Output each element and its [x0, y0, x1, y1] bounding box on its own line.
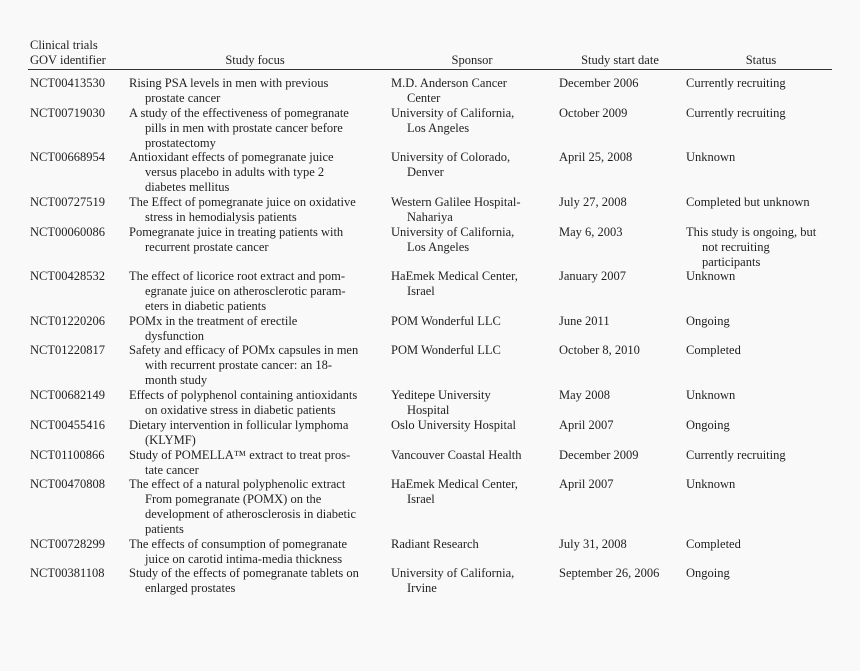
cell-line: Antioxidant effects of pomegranate juice	[129, 150, 334, 164]
cell-line: Currently recruiting	[686, 106, 786, 120]
cell-line: Denver	[407, 165, 444, 179]
study-focus	[129, 150, 381, 195]
sponsor	[391, 106, 553, 136]
start-date: May 2008	[559, 388, 611, 402]
cell-line: University of California,	[391, 225, 515, 239]
cell-line: The effects of consumption of pomegranate	[129, 537, 348, 551]
study-focus	[129, 106, 381, 151]
sponsor	[391, 269, 553, 299]
start-date: April 2007	[559, 477, 614, 491]
cell-line: Los Angeles	[407, 121, 470, 135]
status	[686, 566, 836, 581]
start-date: July 31, 2008	[559, 537, 627, 551]
study-focus	[129, 477, 381, 537]
start-date: January 2007	[559, 269, 626, 283]
cell-line: diabetes mellitus	[145, 180, 230, 194]
trial-identifier: NCT00470808	[30, 477, 105, 491]
study-focus	[129, 566, 381, 596]
trial-identifier: NCT00728299	[30, 537, 105, 551]
cell-line: prostate cancer	[145, 91, 221, 105]
cell-line: Israel	[407, 284, 435, 298]
start-date: October 8, 2010	[559, 343, 640, 357]
cell-line: The Effect of pomegranate juice on oxidative	[129, 195, 356, 209]
study-focus	[129, 314, 381, 344]
cell-line: The effect of a natural polyphenolic extract	[129, 477, 346, 491]
status	[686, 225, 836, 270]
cell-line: Pomegranate juice in treating patients with	[129, 225, 344, 239]
status	[686, 106, 836, 121]
status	[686, 76, 836, 91]
start-date: April 2007	[559, 418, 614, 432]
status	[686, 314, 836, 329]
status	[686, 537, 836, 552]
start-date: September 26, 2006	[559, 566, 660, 580]
start-date: June 2011	[559, 314, 610, 328]
cell-line: juice on carotid intima-media thickness	[145, 552, 343, 566]
header-study-focus: Study focus	[225, 53, 285, 67]
cell-line: dysfunction	[145, 329, 205, 343]
cell-line: Israel	[407, 492, 435, 506]
cell-line: Currently recruiting	[686, 448, 786, 462]
cell-line: Ongoing	[686, 566, 730, 580]
status	[686, 195, 836, 210]
trial-identifier: NCT00719030	[30, 106, 105, 120]
cell-line: Unknown	[686, 150, 736, 164]
trial-identifier: NCT01220817	[30, 343, 105, 357]
header-identifier	[30, 38, 106, 68]
cell-line: Completed	[686, 343, 741, 357]
cell-line: Unknown	[686, 477, 736, 491]
sponsor	[391, 537, 553, 552]
cell-line: Currently recruiting	[686, 76, 786, 90]
cell-line: with recurrent prostate cancer: an 18-	[145, 358, 333, 372]
cell-line: University of California,	[391, 106, 515, 120]
start-date: October 2009	[559, 106, 628, 120]
cell-line: POM Wonderful LLC	[391, 343, 501, 357]
study-focus	[129, 195, 381, 225]
cell-line: not recruiting	[702, 240, 770, 254]
cell-line: This study is ongoing, but	[686, 225, 817, 239]
sponsor	[391, 388, 553, 418]
header-status: Status	[745, 53, 777, 67]
cell-line: participants	[702, 255, 761, 269]
cell-line: Rising PSA levels in men with previous	[129, 76, 329, 90]
study-focus	[129, 225, 381, 255]
sponsor	[391, 195, 553, 225]
cell-line: Study of POMELLA™ extract to treat pros-	[129, 448, 351, 462]
header-rule	[28, 69, 832, 70]
study-focus	[129, 269, 381, 314]
trial-identifier: NCT01220206	[30, 314, 105, 328]
cell-line: Nahariya	[407, 210, 453, 224]
start-date: December 2009	[559, 448, 639, 462]
status	[686, 150, 836, 165]
cell-line: Completed but unknown	[686, 195, 810, 209]
study-focus	[129, 343, 381, 388]
header-identifier-line2: GOV identifier	[30, 53, 106, 67]
cell-line: Unknown	[686, 388, 736, 402]
trial-identifier: NCT00060086	[30, 225, 105, 239]
cell-line: prostatectomy	[145, 136, 216, 150]
cell-line: HaEmek Medical Center,	[391, 269, 518, 283]
status	[686, 269, 836, 284]
trial-identifier: NCT00413530	[30, 76, 105, 90]
sponsor	[391, 566, 553, 596]
header-identifier-line1: Clinical trials	[30, 38, 98, 52]
cell-line: Vancouver Coastal Health	[391, 448, 522, 462]
start-date: July 27, 2008	[559, 195, 627, 209]
cell-line: patients	[145, 522, 184, 536]
study-focus	[129, 76, 381, 106]
study-focus	[129, 418, 381, 448]
trial-identifier: NCT00428532	[30, 269, 105, 283]
cell-line: development of atherosclerosis in diabetic	[145, 507, 357, 521]
start-date: April 25, 2008	[559, 150, 633, 164]
cell-line: Dietary intervention in follicular lymphoma	[129, 418, 349, 432]
cell-line: The effect of licorice root extract and pom-	[129, 269, 345, 283]
cell-line: enlarged prostates	[145, 581, 236, 595]
cell-line: Safety and efficacy of POMx capsules in men	[129, 343, 359, 357]
study-focus	[129, 448, 381, 478]
cell-line: HaEmek Medical Center,	[391, 477, 518, 491]
cell-line: Center	[407, 91, 441, 105]
cell-line: Los Angeles	[407, 240, 470, 254]
trial-identifier: NCT00668954	[30, 150, 105, 164]
trial-identifier: NCT01100866	[30, 448, 105, 462]
cell-line: pills in men with prostate cancer before	[145, 121, 343, 135]
cell-line: Western Galilee Hospital-	[391, 195, 521, 209]
cell-line: (KLYMF)	[145, 433, 196, 447]
cell-line: month study	[145, 373, 208, 387]
cell-line: POM Wonderful LLC	[391, 314, 501, 328]
study-focus	[129, 388, 381, 418]
cell-line: Unknown	[686, 269, 736, 283]
cell-line: Yeditepe University	[391, 388, 491, 402]
status	[686, 448, 836, 463]
status	[686, 388, 836, 403]
cell-line: Ongoing	[686, 418, 730, 432]
cell-line: Oslo University Hospital	[391, 418, 516, 432]
trial-identifier: NCT00381108	[30, 566, 105, 580]
start-date: December 2006	[559, 76, 639, 90]
sponsor	[391, 314, 553, 329]
sponsor	[391, 477, 553, 507]
cell-line: recurrent prostate cancer	[145, 240, 269, 254]
sponsor	[391, 225, 553, 255]
cell-line: on oxidative stress in diabetic patients	[145, 403, 336, 417]
cell-line: Irvine	[407, 581, 437, 595]
sponsor	[391, 343, 553, 358]
cell-line: University of California,	[391, 566, 515, 580]
cell-line: A study of the effectiveness of pomegranate	[129, 106, 349, 120]
sponsor	[391, 448, 553, 463]
cell-line: Completed	[686, 537, 741, 551]
cell-line: stress in hemodialysis patients	[145, 210, 297, 224]
cell-line: POMx in the treatment of erectile	[129, 314, 298, 328]
trial-identifier: NCT00682149	[30, 388, 105, 402]
trial-identifier: NCT00727519	[30, 195, 105, 209]
cell-line: University of Colorado,	[391, 150, 511, 164]
header-start-date: Study start date	[581, 53, 659, 67]
cell-line: versus placebo in adults with type 2	[145, 165, 325, 179]
sponsor	[391, 76, 553, 106]
cell-line: Study of the effects of pomegranate tablets on	[129, 566, 359, 580]
sponsor	[391, 418, 553, 433]
cell-line: Radiant Research	[391, 537, 479, 551]
start-date: May 6, 2003	[559, 225, 623, 239]
cell-line: tate cancer	[145, 463, 199, 477]
status	[686, 418, 836, 433]
cell-line: Effects of polyphenol containing antioxidants	[129, 388, 358, 402]
trial-identifier: NCT00455416	[30, 418, 105, 432]
cell-line: eters in diabetic patients	[145, 299, 267, 313]
cell-line: From pomegranate (POMX) on the	[145, 492, 322, 506]
cell-line: Hospital	[407, 403, 450, 417]
cell-line: M.D. Anderson Cancer	[391, 76, 507, 90]
header-sponsor: Sponsor	[451, 53, 493, 67]
cell-line: Ongoing	[686, 314, 730, 328]
cell-line: egranate juice on atherosclerotic param-	[145, 284, 346, 298]
status	[686, 343, 836, 358]
status	[686, 477, 836, 492]
sponsor	[391, 150, 553, 180]
study-focus	[129, 537, 381, 567]
